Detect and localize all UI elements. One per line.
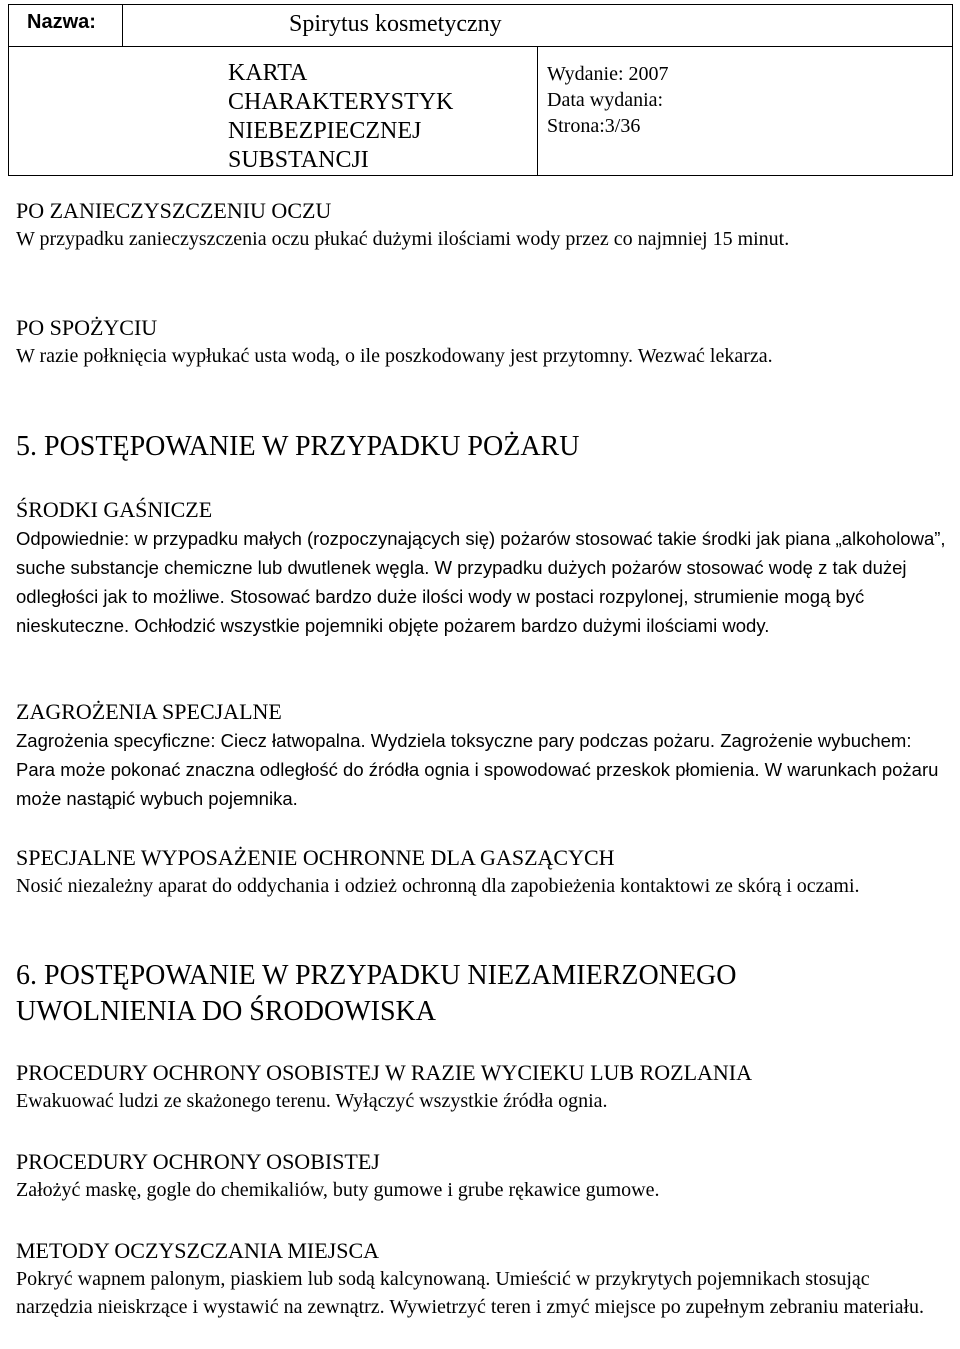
ingestion-section xyxy=(16,313,946,370)
equipment-section xyxy=(16,843,946,900)
ingestion-text: W razie połknięcia wypłukać usta wodą, o ile poszkodowany jest przytomny. Wezwać lekarza. xyxy=(16,345,773,367)
cleanup-text: Pokryć wapnem palonym, piaskiem lub sodą kalcynowaną. Umieścić w przykrytych pojemnikach stosując narzędzia nieiskrzące i wystawić na zewnątrz. Wywietrzyć teren i zmyć miejsce po zupełnym zebraniu materiału. xyxy=(16,1268,924,1318)
issue-date: Data wydania: xyxy=(547,89,664,111)
personal-protection-text: Założyć maskę, gogle do chemikaliów, buty gumowe i grube rękawice gumowe. xyxy=(16,1179,660,1201)
product-name: Spirytus kosmetyczny xyxy=(123,5,953,47)
equipment-text: Nosić niezależny aparat do oddychania i odzież ochronną dla zapobieżenia kontaktowi ze skórą i oczami. xyxy=(16,875,860,897)
cleanup-heading: METODY OCZYSZCZANIA MIEJSCA xyxy=(16,1238,380,1263)
eye-heading: PO ZANIECZYSZCZENIU OCZU xyxy=(16,198,332,223)
personal-protection-heading: PROCEDURY OCHRONY OSOBISTEJ xyxy=(16,1149,380,1174)
section6-heading-line1: 6. POSTĘPOWANIE W PRZYPADKU NIEZAMIERZONEGO xyxy=(16,960,737,991)
section6-heading xyxy=(16,958,946,1030)
hazards-text: Zagrożenia specyficzne: Ciecz łatwopalna. Wydziela toksyczne pary podczas pożaru. Zagrożenie wybuchem: Para może pokonać znaczna odległość do źródła ognia i spowodować przeskok płomienia. W warunkach pożaru może nastąpić wybuch pojemnika. xyxy=(16,730,939,809)
extinguishing-section xyxy=(16,495,946,640)
extinguishing-text-a: Odpowiednie: w przypadku małych (rozpoczynających się) pożarów stosować takie środki jak piana „alkoholowa”, suche substancje chemiczne lub dwutlenek węgla. xyxy=(16,528,946,578)
hazards-section xyxy=(16,697,946,813)
edition: Wydanie: 2007 xyxy=(547,63,669,85)
eye-section xyxy=(16,196,946,253)
ingestion-heading: PO SPOŻYCIU xyxy=(16,315,158,340)
document-meta xyxy=(538,47,953,176)
extinguishing-text xyxy=(16,524,946,640)
hazards-heading: ZAGROŻENIA SPECJALNE xyxy=(16,699,282,724)
section5-heading: 5. POSTĘPOWANIE W PRZYPADKU POŻARU xyxy=(16,431,580,462)
cleanup-section xyxy=(16,1236,946,1321)
extinguishing-text-b: W przypadku dużych pożarów stosować wodę z tak dużej odległości jak to możliwe. Stosować bardzo duże ilości wody w postaci rozpylonej, strumienie mogą być nieskuteczne. Ochłodzić wszystkie pojemniki objęte pożarem bardzo dużymi ilościami wody. xyxy=(16,557,907,636)
equipment-heading: SPECJALNE WYPOSAŻENIE OCHRONNE DLA GASZĄCYCH xyxy=(16,845,615,870)
document-title-line1: KARTA CHARAKTERYSTYK xyxy=(228,60,454,115)
document-title-line2: NIEBEZPIECZNEJ SUBSTANCJI xyxy=(228,118,422,173)
section6-heading-line2: UWOLNIENIA DO ŚRODOWISKA xyxy=(16,996,436,1027)
personal-spill-section xyxy=(16,1058,946,1115)
extinguishing-heading: ŚRODKI GAŚNICZE xyxy=(16,497,213,522)
name-label: Nazwa: xyxy=(9,5,123,47)
personal-protection-section xyxy=(16,1147,946,1204)
document-header xyxy=(8,4,953,176)
page-number: Strona:3/36 xyxy=(547,115,641,137)
eye-text: W przypadku zanieczyszczenia oczu płukać dużymi ilościami wody przez co najmniej 15 minut. xyxy=(16,228,790,250)
document-title xyxy=(9,47,538,176)
personal-spill-heading: PROCEDURY OCHRONY OSOBISTEJ W RAZIE WYCIEKU LUB ROZLANIA xyxy=(16,1060,753,1085)
personal-spill-text: Ewakuować ludzi ze skażonego terenu. Wyłączyć wszystkie źródła ognia. xyxy=(16,1090,608,1112)
